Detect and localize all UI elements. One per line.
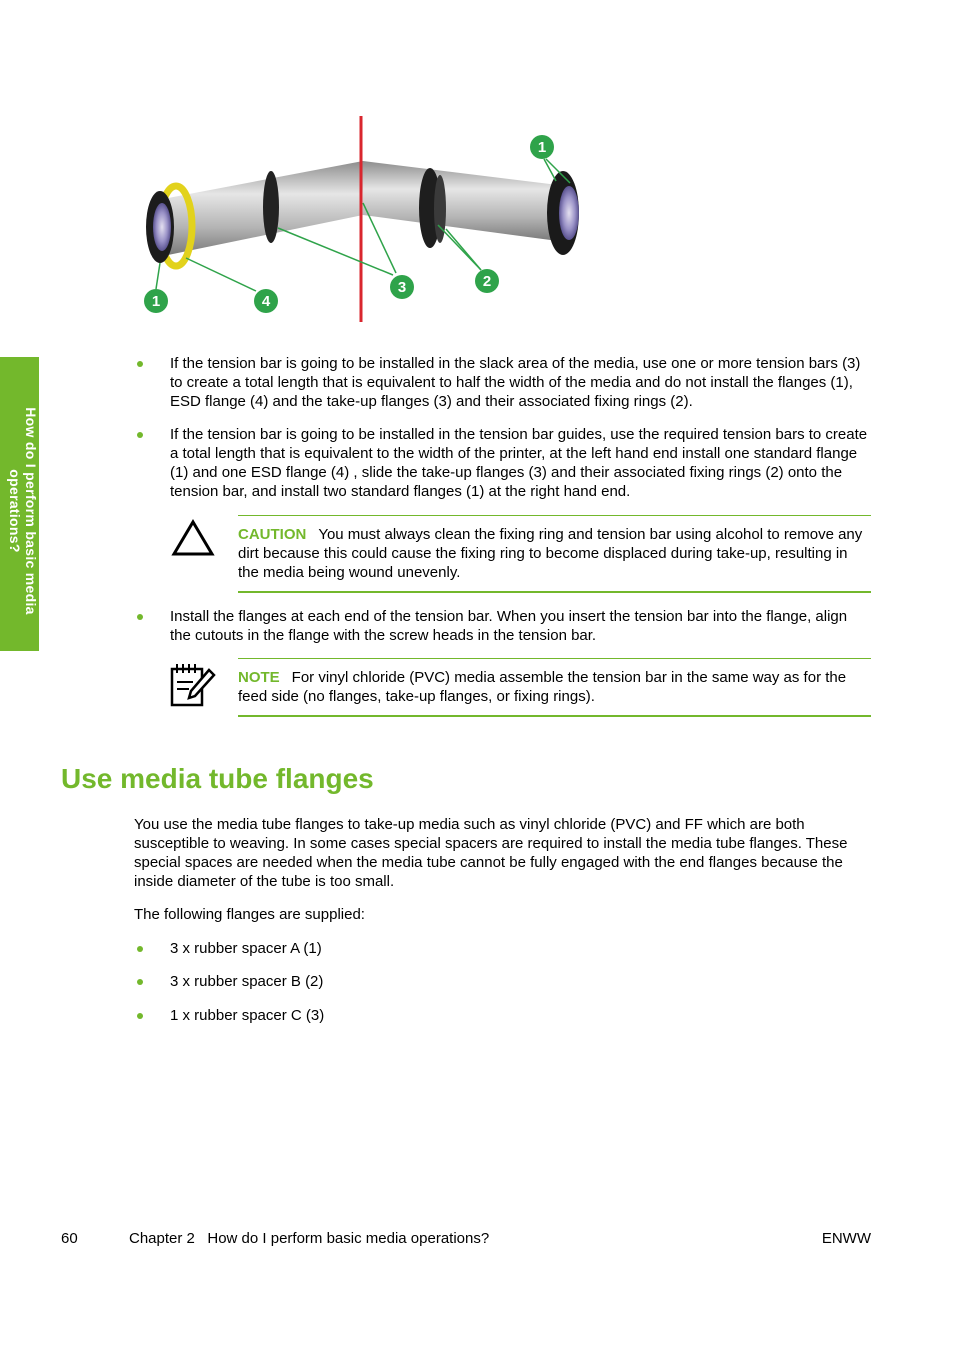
bullet-dot: [137, 432, 143, 438]
bullet-text: If the tension bar is going to be installed in the tension bar guides, use the required tension bars to create a total length that is equivalent to the width of the printer, at the left hand end install one standard flange (1) and one ESD flange (4) , slide the take-up flanges (3) and their associated fixing rings (2) onto the tension bar, and install two standard flanges (1) at the right hand end.: [170, 426, 868, 500]
bullet-dot: [137, 361, 143, 367]
bullet-item: [134, 354, 872, 411]
bullet-dot: [137, 946, 143, 952]
supplied-text: 1 x rubber spacer C (3): [170, 1007, 325, 1024]
bullet-text: Install the flanges at each end of the tension bar. When you insert the tension bar into the flange, align the cutouts in the flange with the screw heads in the tension bar.: [170, 608, 848, 644]
bullet-dot: [137, 614, 143, 620]
svg-text:2: 2: [482, 273, 492, 290]
left-fixing-ring: [263, 171, 279, 243]
section-intro: You use the media tube flanges to take-up media such as vinyl chloride (PVC) and FF which are both susceptible to weaving. In some cases special spacers are required to install the media tube flanges. These special spaces are needed when the media tube cannot be fully engaged with the end flanges because the inside diameter of the tube is too small.: [134, 816, 848, 890]
footer-chapter: Chapter 2 How do I perform basic media operations?: [129, 1230, 490, 1247]
supplied-item: [134, 939, 872, 958]
section-heading: Use media tube flanges: [61, 763, 374, 794]
chapter-side-tab: [0, 357, 39, 651]
bullet-item: [134, 607, 872, 645]
left-flange-cap: [153, 203, 171, 251]
bullet-text: If the tension bar is going to be installed in the slack area of the media, use one or more tension bars (3) to create a total length that is equivalent to half the width of the media and do not install the flanges (1), ESD flange (4) and the take-up flanges (3) and their associated fixing rings (2).: [170, 355, 861, 410]
notepad-pencil-icon: [169, 660, 217, 708]
caution-text: You must always clean the fixing ring and tension bar using alcohol to remove any dirt because this could cause the fixing ring to become displaced during take-up, resulting in the media being wound unevenly.: [238, 526, 863, 581]
callout-1-right: [530, 135, 554, 159]
footer-doc-code: ENWW: [821, 1230, 871, 1247]
bullet-dot: [137, 1013, 143, 1019]
note-box: [238, 658, 871, 717]
supplied-item: [134, 972, 872, 991]
right-flange-cap: [559, 186, 579, 240]
supplied-text: 3 x rubber spacer B (2): [170, 973, 324, 990]
svg-text:1: 1: [537, 139, 547, 156]
fixing-ring-right: [434, 175, 446, 243]
caution-label: CAUTION: [238, 526, 307, 543]
callout-4: [254, 289, 278, 313]
tension-bar-right: [363, 161, 558, 241]
callout-2: [475, 269, 499, 293]
svg-text:3: 3: [397, 279, 407, 296]
callout-3: [390, 275, 414, 299]
page-number: 60: [61, 1230, 78, 1247]
svg-text:4: 4: [261, 293, 271, 310]
note-label: NOTE: [238, 669, 280, 686]
tension-bar-figure: [138, 113, 598, 325]
supplied-intro: The following flanges are supplied:: [134, 906, 365, 923]
chapter-side-tab-label: How do I perform basic media operations?: [7, 407, 39, 615]
bullet-dot: [137, 979, 143, 985]
warning-triangle-icon: [171, 519, 215, 557]
bullet-item: [134, 425, 872, 501]
supplied-text: 3 x rubber spacer A (1): [170, 940, 322, 957]
supplied-item: [134, 1006, 872, 1025]
callout-1-left: [144, 289, 168, 313]
svg-text:1: 1: [151, 293, 161, 310]
note-text: For vinyl chloride (PVC) media assemble the tension bar in the same way as for the feed side (no flanges, take-up flanges, or fixing rings).: [238, 669, 847, 705]
caution-box: [238, 515, 871, 593]
